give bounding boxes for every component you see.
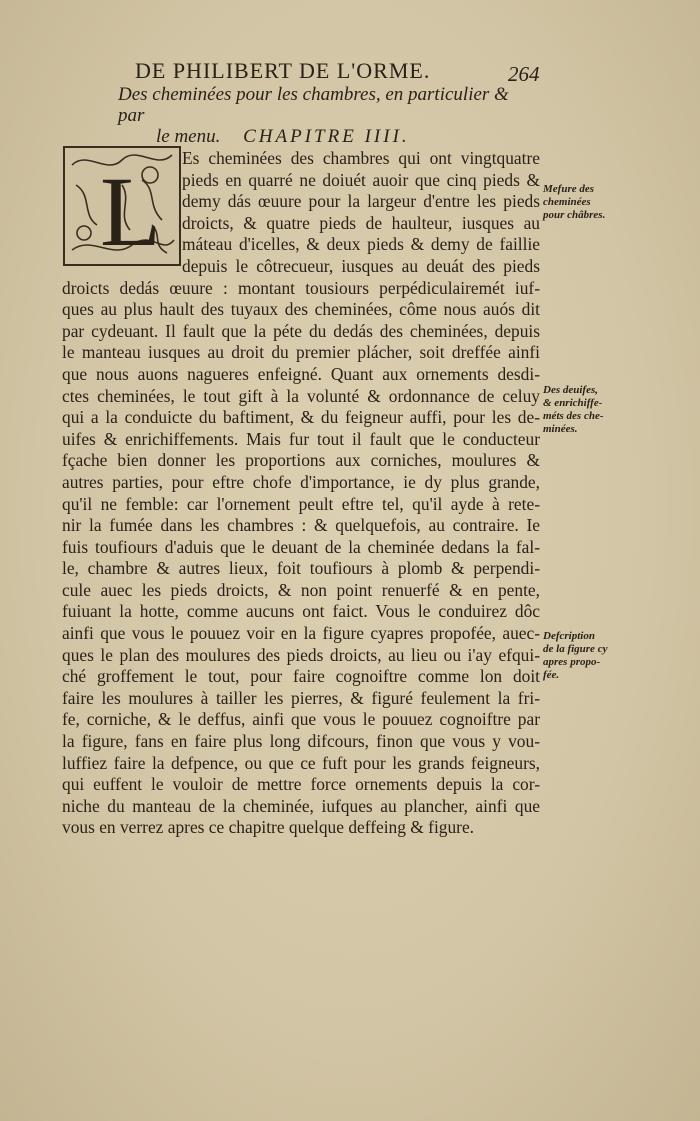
chapter-number: CHAPITRE IIII. xyxy=(243,126,410,147)
text-line: droicts, & quatre pieds de haulteur, iusques au xyxy=(182,212,540,233)
chapter-title-line2: le menu. xyxy=(156,126,221,147)
margin-note-measure xyxy=(543,183,663,222)
text-line: fçache bien donner les proportions aux corniches, moulures & xyxy=(62,450,540,471)
margin-note-line: méts des che- xyxy=(543,410,604,422)
text-line: niche du manteau de la cheminée, iufques au plancher, ainfi que xyxy=(62,795,540,816)
text-line: Es cheminées des chambres qui ont vingtquatre xyxy=(182,148,540,168)
margin-note-devices xyxy=(543,384,663,436)
text-line: qui a la conduicte du baftiment, & du feigneur auffi, pour les de- xyxy=(62,407,540,428)
text-line: fe, corniche, & le deffus, ainfi que vous le pouuez cognoiftre par xyxy=(62,709,540,730)
text-line: vous en verrez apres ce chapitre quelque deffeing & figure. xyxy=(62,817,475,838)
text-line: que nous auons nagueres enfeigné. Quant aux ornements desdi- xyxy=(62,363,540,384)
text-line: ques le plan des moulures des pieds droicts, au lieu ou i'ay efqui- xyxy=(62,644,540,665)
margin-note-line: Defcription xyxy=(543,630,595,642)
chapter-title-line1: Des cheminées pour les chambres, en particulier & par xyxy=(118,84,509,126)
margin-note-description xyxy=(543,630,663,682)
text-line: depuis le côtrecueur, iusques au deuát des pieds xyxy=(182,255,540,276)
text-line: luffiez faire la defpence, ou que ce fuft pour les grands feigneurs, xyxy=(62,752,540,773)
margin-note-line: pour châbres. xyxy=(543,209,606,221)
text-line: pieds en quarré ne doiuét auoir que cinq pieds & xyxy=(182,169,540,190)
text-line: droicts dedás œuure : montant tousiours perpédiculairemét iuf- xyxy=(62,277,540,298)
margin-note-line: Des deuifes, xyxy=(543,384,598,396)
text-line: le manteau iusques au droit du premier plácher, soit dreffée ainfi xyxy=(62,342,540,363)
body-text xyxy=(62,148,540,839)
running-title: DE PHILIBERT DE L'ORME. xyxy=(135,58,431,83)
page-number: 264 xyxy=(508,62,540,86)
text-line: fuiuant la hotte, comme aucuns ont faict. Vous le conduirez dôc xyxy=(62,601,540,622)
chapter-title-line2-wrap xyxy=(118,126,538,147)
text-line: la figure, fans en faire plus long difcours, finon que vous y vou- xyxy=(62,731,540,752)
chapter-heading xyxy=(118,84,538,147)
text-line: nir la fumée dans les chambres : & quelquefois, au contraire. Ie xyxy=(62,515,540,536)
text-line: máteau d'icelles, & deux pieds & demy de faillie xyxy=(182,234,540,255)
text-line: ainfi que vous le pouuez voir en la figure cyapres propofée, auec- xyxy=(62,623,540,644)
margin-note-line: Mefure des xyxy=(543,183,595,195)
margin-note-line: & enrichiffe- xyxy=(543,397,603,409)
text-line: cule auec les pieds droicts, & non point renuerfé & en pente, xyxy=(62,579,540,600)
text-line: ché groffement le tout, pour faire cognoiftre comme lon doit xyxy=(62,666,540,687)
margin-note-line: apres propo- xyxy=(543,656,601,668)
margin-note-line: fée. xyxy=(543,669,560,681)
text-line: uifes & enrichiffements. Mais fur tout il fault que le conducteur xyxy=(62,428,540,449)
text-line: le, chambre & autres lieux, foit toufiours à plomb & perpendi- xyxy=(62,558,540,579)
text-line: ctes cheminées, le tout gift à la volunté & ordonnance de celuy xyxy=(62,385,540,406)
text-line: demy dás œuure pour la largeur d'entre les pieds xyxy=(182,191,540,212)
margin-note-line: minées. xyxy=(543,423,578,435)
text-line: ques au plus hault des tuyaux des cheminées, côme nous auós dit xyxy=(62,299,540,320)
show-through-texture xyxy=(60,808,530,968)
text-line: autres parties, pour eftre chofe d'importance, ie dy plus grande, xyxy=(62,471,540,492)
text-line: qui euffent le vouloir de mettre force ornements depuis la cor- xyxy=(62,774,540,795)
margin-note-line: de la figure cy xyxy=(543,643,608,655)
margin-note-line: cheminées xyxy=(543,196,591,208)
text-line: qu'il ne femble: car l'ornement peult eftre tel, qu'il ayde à rete- xyxy=(62,493,540,514)
text-line: faire les moulures à tailler les pierres, & figuré feulement la fri- xyxy=(62,687,540,708)
initial-letter: L xyxy=(100,156,162,267)
text-line: fuis toufiours d'aduis que le deuant de la cheminée dedans la fal- xyxy=(62,536,540,557)
text-line: par cydeuant. Il fault que la péte du dedás des cheminées, depuis xyxy=(62,320,540,341)
